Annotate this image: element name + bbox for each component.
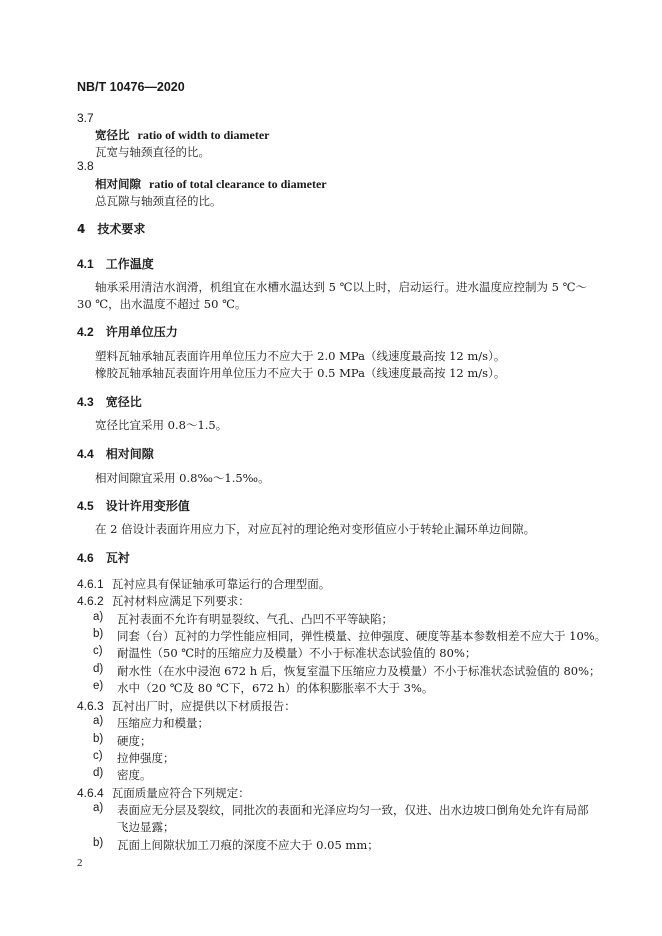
section-4-heading [77,220,145,237]
section-4-4-heading [77,445,154,462]
list-item-text: 同套（台）瓦衬的力学性能应相同，弹性模量、拉伸强度、硬度等基本参数相差不应大于 10%。 [117,629,607,643]
section-number: 4 [77,222,86,236]
section-4-1-line-1: 轴承采用清洁水润滑，机组宜在水槽水温达到 5 ℃以上时，启动运行。进水温度应控制为 5 ℃～ [95,280,587,294]
list-item-label: b) [93,837,104,849]
section-title: 设计许用变形值 [105,499,190,513]
clause-number: 4.6.3 [77,699,104,713]
section-number: 4.6 [77,551,94,565]
list-item-text: 硬度； [117,734,152,748]
clause-number: 4.6.4 [77,786,104,800]
list-item-text: 瓦面上间隙状加工刀痕的深度不应大于 0.05 mm； [117,838,379,852]
list-item-label: c) [93,645,103,657]
section-4-4-line-1: 相对间隙宜采用 0.8‰～1.5‰。 [95,471,270,485]
clause-text: 瓦面质量应符合下列规定： [111,786,250,800]
clause-text: 瓦衬材料应满足下列要求： [111,594,250,608]
list-item-text: 密度。 [117,768,152,782]
term-number-3-7: 3.7 [77,111,94,125]
section-number: 4.3 [77,395,94,409]
section-title: 瓦衬 [105,551,130,565]
section-4-2-line-1: 塑料瓦轴承轴瓦表面许用单位压力不应大于 2.0 MPa（线速度最高按 12 m/s）。 [95,349,506,363]
section-4-6-heading [77,549,130,566]
section-title: 相对间隙 [105,447,154,461]
list-item-text: 表面应无分层及裂纹，同批次的表面和光泽应均匀一致，仅进、出水边坡口倒角处允许有局部 [117,803,589,817]
section-4-3-line-1: 宽径比宜采用 0.8～1.5。 [95,418,228,432]
term-zh: 相对间隙 [95,177,141,191]
section-title: 宽径比 [105,395,142,409]
section-4-1-heading [77,255,154,272]
clause-4-6-4 [77,785,250,801]
list-item-label: e) [93,680,104,692]
section-number: 4.2 [77,325,94,339]
clause-number: 4.6.2 [77,594,104,608]
list-item-label: b) [93,628,104,640]
page-number: 2 [77,857,83,869]
list-item-text: 耐水性（在水中浸泡 672 h 后，恢复室温下压缩应力及模量）不小于标准状态试验值的 80%； [117,664,601,678]
section-number: 4.5 [77,499,94,513]
section-number: 4.1 [77,257,94,271]
list-item-text: 压缩应力和模量； [117,716,209,730]
list-item-text: 耐温性（50 ℃时的压缩应力及模量）不小于标准状态试验值的 80%； [117,646,477,660]
section-4-5-heading [77,497,190,514]
clause-text: 瓦衬应具有保证轴承可靠运行的合理型面。 [111,577,331,591]
term-number-3-8: 3.8 [77,159,94,173]
section-number: 4.4 [77,447,94,461]
term-definition-3-8: 总瓦隙与轴颈直径的比。 [95,194,222,208]
list-item-text: 瓦衬表面不允许有明显裂纹、气孔、凸凹不平等缺陷； [117,612,393,626]
list-item-label: b) [93,733,104,745]
clause-text: 瓦衬出厂时，应提供以下材质报告： [111,699,296,713]
list-item-label: a) [93,802,104,814]
clause-number: 4.6.1 [77,577,104,591]
term-heading-3-8 [95,176,327,192]
section-title: 工作温度 [105,257,154,271]
clause-4-6-3 [77,698,296,714]
list-item-label: a) [93,611,104,623]
section-4-2-heading [77,323,178,340]
list-item-label: d) [93,767,104,779]
term-definition-3-7: 瓦宽与轴颈直径的比。 [95,145,210,159]
section-4-5-line-1: 在 2 倍设计表面许用应力下，对应瓦衬的理论绝对变形值应小于转轮止漏环单边间隙。 [95,522,536,536]
clause-4-6-2 [77,593,250,609]
term-en: ratio of width to diameter [137,128,270,142]
term-heading-3-7 [95,127,269,143]
list-item-continuation: 飞边显露； [117,820,175,834]
list-item-label: a) [93,715,104,727]
term-en: ratio of total clearance to diameter [149,177,327,191]
section-4-1-line-2: 30 ℃，出水温度不超过 50 ℃。 [77,297,247,311]
list-item-label: c) [93,750,103,762]
section-title: 许用单位压力 [105,325,178,339]
clause-4-6-1 [77,576,330,592]
section-4-2-line-2: 橡胶瓦轴承轴瓦表面许用单位压力不应大于 0.5 MPa（线速度最高按 12 m/s）。 [95,366,506,380]
term-zh: 宽径比 [95,128,130,142]
list-item-text: 水中（20 ℃及 80 ℃下，672 h）的体积膨胀率不大于 3%。 [117,681,434,695]
section-title: 技术要求 [97,222,146,236]
section-4-3-heading [77,393,142,410]
list-item-label: d) [93,663,104,675]
list-item-text: 拉伸强度； [117,751,175,765]
standard-number: NB/T 10476—2020 [77,80,185,94]
